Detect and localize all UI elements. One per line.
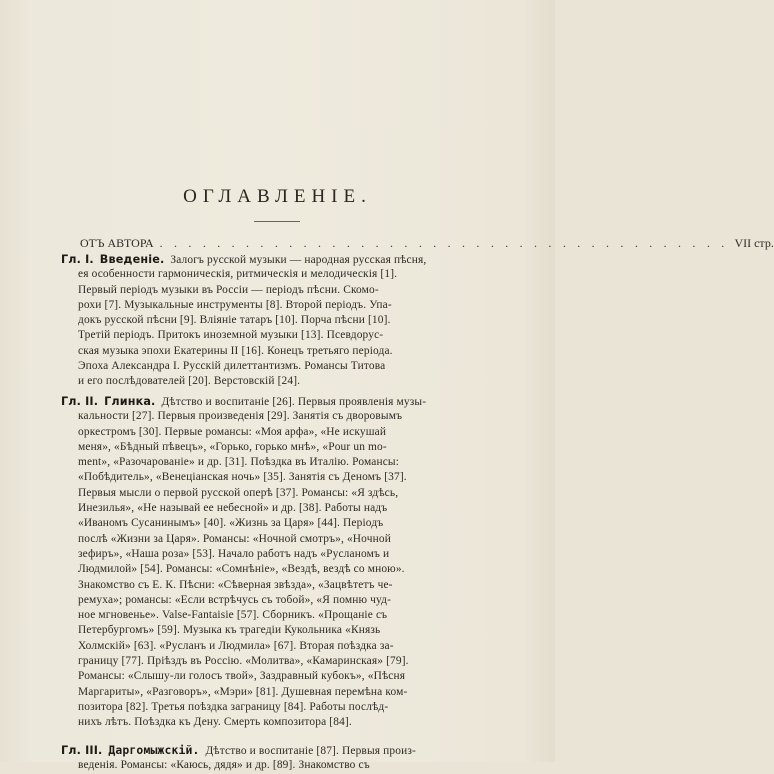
chapter-line: ное мгновенье». Valse-Fantaisie [57]. Сборникъ. «Прощаніе съ — [78, 609, 388, 622]
chapter-line: Третій періодъ. Притокъ иноземной музыки [13]. Псевдорус- — [78, 329, 384, 342]
chapter-text: Дѣтство и воспитаніе [26]. Первыя проявленія музы- — [161, 396, 427, 408]
chapter-line: Маргариты», «Разговоръ», «Мэри» [81]. Душевная перемѣна ком- — [78, 685, 408, 698]
toc-entry-author — [80, 236, 774, 251]
chapter-line: ремуха»; романсы: «Если встрѣчусь съ тобой», «Я помню чуд- — [78, 593, 392, 606]
toc-chapter-3 — [61, 743, 484, 774]
chapter-line: меня», «Бѣдный пѣвецъ», «Горько, горько мнѣ», «Pour un mo- — [78, 440, 387, 453]
chapter-line: ея особенности гармоническія, ритмическія и мелодическія [1]. — [78, 268, 398, 281]
chapter-line: границу [77]. Пріѣздъ въ Россію. «Молитва», «Камаринская» [79]. — [78, 655, 409, 668]
chapter-line: Первыя мысли о первой русской оперѣ [37]. Романсы: «Я здѣсь, — [78, 486, 399, 499]
chapter-line — [61, 394, 484, 409]
chapter-line: Людмилой» [54]. Романсы: «Сомнѣніе», «Вездѣ, вездѣ со мною». — [78, 563, 405, 576]
chapter-line: ская музыка эпохи Екатерины II [16]. Конецъ третьяго періода. — [78, 344, 393, 357]
chapter-line: Инезилья», «Не называй ее небесной» и др. [38]. Работы надъ — [78, 502, 388, 515]
chapter-line: «Иваномъ Сусанинымъ» [40]. «Жизнь за Царя» [44]. Періодъ — [78, 517, 384, 530]
toc-chapter-1 — [61, 252, 484, 390]
leader-dots: . . . . . . . . . . . . . . . . . . . . . . . . . . . . . . . . . . . . . . . . — [159, 236, 729, 250]
title-divider — [254, 221, 300, 222]
chapter-line: кальности [27]. Первыя произведенія [29]. Занятія съ дворовымъ — [78, 410, 403, 423]
author-label: ОТЪ АВТОРА — [80, 236, 154, 250]
toc-chapter-2 — [61, 394, 484, 731]
author-page: VII стр. — [734, 236, 774, 250]
chapter-line: «Побѣдитель», «Венеціанская ночь» [35]. Занятія съ Деномъ [37]. — [78, 471, 407, 484]
page-title: ОГЛАВЛЕНІЕ. — [183, 186, 372, 207]
chapter-line: Петербургомъ» [59]. Музыка къ трагедіи Кукольника «Князь — [78, 624, 381, 637]
chapter-text: Залогъ русской музыки — народная русская пѣсня, — [170, 254, 427, 266]
chapter-line: ment», «Разочарованіе» и др. [31]. Поѣздка въ Италію. Романсы: — [78, 456, 400, 469]
chapter-line: рохи [7]. Музыкальные инструменты [8]. Второй періодъ. Упа- — [78, 298, 392, 311]
chapter-line: зефиръ», «Наша роза» [53]. Начало работъ надъ «Русланомъ и — [78, 547, 390, 560]
chapter-name: Глинка. — [104, 395, 156, 408]
chapter-line — [61, 252, 484, 267]
chapter-text: Дѣтство и воспитаніе [87]. Первыя произ- — [205, 745, 416, 757]
chapter-line: послѣ «Жизни за Царя». Романсы: «Ночной смотръ», «Ночной — [78, 532, 391, 545]
chapter-number: Гл. I. — [61, 253, 94, 266]
chapter-name: Введеніе. — [99, 253, 165, 266]
chapter-number: Гл. III. — [61, 744, 103, 757]
chapter-line: Знакомство съ Е. К. Пѣсни: «Сѣверная звѣзда», «Зацвѣтетъ че- — [78, 578, 393, 591]
chapter-line: Холмскій» [63]. «Русланъ и Людмила» [67]. Вторая поѣздка за- — [78, 639, 394, 652]
chapter-line — [61, 743, 484, 758]
chapter-line: Эпоха Александра I. Русскій дилеттантизмъ. Романсы Титова — [78, 360, 386, 373]
chapter-line: позитора [82]. Третья поѣздка заграницу [84]. Работы послѣд- — [78, 700, 389, 713]
chapter-number: Гл. II. — [61, 395, 99, 408]
chapter-name: Даргомыжскій. — [108, 743, 200, 757]
chapter-line: оркестромъ [30]. Первые романсы: «Моя арфа», «Не искушай — [78, 425, 387, 438]
chapter-line: нихъ лѣтъ. Поѣздка къ Дену. Смерть композитора [84]. — [78, 716, 352, 729]
chapter-line: Романсы: «Слышу-ли голосъ твой», Заздравный кубокъ», «Пѣсня — [78, 670, 406, 683]
chapter-line: Первый періодъ музыки въ Россіи — періодъ пѣсни. Скомо- — [78, 283, 379, 296]
chapter-line: докъ русской пѣсни [9]. Вліяніе татаръ [10]. Порча пѣсни [10]. — [78, 314, 391, 327]
chapter-line: веденія. Романсы: «Каюсь, дядя» и др. [89]. Знакомство съ — [78, 759, 370, 772]
chapter-line: и его послѣдователей [20]. Верстовскій [24]. — [78, 375, 301, 388]
